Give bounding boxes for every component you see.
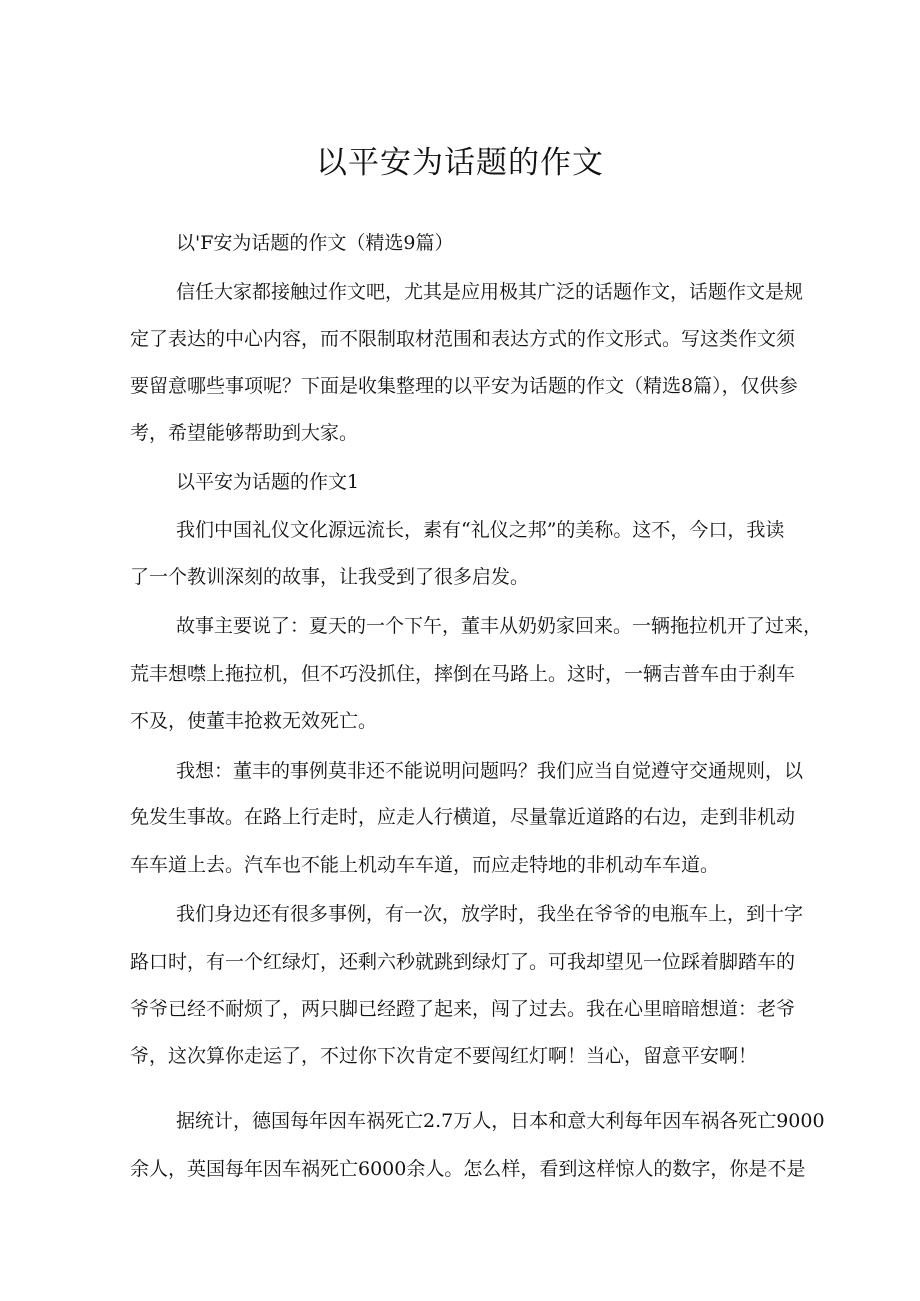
paragraph-2-line-2: 荒丰想噤上拖拉机，但不巧没抓住，摔倒在马路上。这时，一辆吉普车由于刹车 xyxy=(130,663,796,685)
paragraph-4-line-3: 爷爷已经不耐烦了，两只脚已经蹬了起来，闯了过去。我在心里暗暗想道：老爷 xyxy=(130,998,796,1020)
paragraph-3-line-3: 车车道上去。汽车也不能上机动车车道，而应走特地的非机动车车道。 xyxy=(130,854,720,876)
paragraph-4-line-2: 路口时，有一个红绿灯，还剩六秒就跳到绿灯了。可我却望见一位踩着脚踏车的 xyxy=(130,951,796,973)
paragraph-1-line-2: 了一个教训深刻的故事，让我受到了很多启发。 xyxy=(130,566,530,588)
paragraph-5-line-2: 余人，英国每年因车祸死亡6000余人。怎么样，看到这样惊人的数字，你是不是 xyxy=(130,1158,806,1180)
intro-line-3: 要留意哪些事项呢？下面是收集整理的以平安为话题的作文（精选8篇），仅供参 xyxy=(130,375,798,397)
document-title: 以平安为话题的作文 xyxy=(316,145,604,181)
paragraph-2-line-1: 故事主要说了：夏天的一个下午，董丰从奶奶家回来。一辆拖拉机开了过来， xyxy=(176,615,823,637)
paragraph-2-line-3: 不及，使董丰抢救无效死亡。 xyxy=(130,710,378,732)
document-subtitle: 以'F安为话题的作文（精选9篇） xyxy=(176,232,454,254)
paragraph-4-line-4: 爷，这次算你走运了，不过你下次肯定不要闯红灯啊！当心，留意平安啊！ xyxy=(130,1045,758,1067)
paragraph-5-line-1: 据统计，德国每年因车祸死亡2.7万人，日本和意大利每年因车祸各死亡9000 xyxy=(176,1110,825,1132)
intro-line-1: 信任大家都接触过作文吧，尤其是应用极其广泛的话题作文，话题作文是规 xyxy=(176,281,804,303)
paragraph-1-line-1: 我们中国礼仪文化源远流长，素有“礼仪之邦”的美称。这不，今口，我读 xyxy=(176,519,785,541)
paragraph-3-line-1: 我想：董丰的事例莫非还不能说明问题吗？我们应当自觉遵守交通规则，以 xyxy=(176,760,804,782)
paragraph-4-line-1: 我们身边还有很多事例，有一次，放学时，我坐在爷爷的电瓶车上，到十字 xyxy=(176,903,804,925)
intro-line-4: 考，希望能够帮助到大家。 xyxy=(130,422,359,444)
section-heading: 以平安为话题的作文1 xyxy=(176,471,360,493)
intro-line-2: 定了表达的中心内容，而不限制取材范围和表达方式的作文形式。写这类作文须 xyxy=(130,328,796,350)
paragraph-3-line-2: 免发生事故。在路上行走时，应走人行横道，尽量靠近道路的右边，走到非机动 xyxy=(130,806,796,828)
